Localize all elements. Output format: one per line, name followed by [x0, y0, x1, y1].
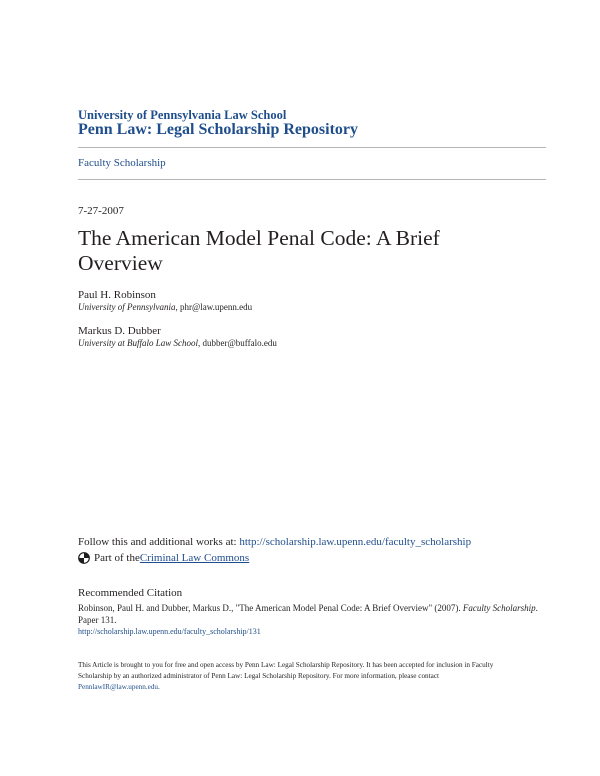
- collection-divider: [78, 179, 546, 180]
- collection-link[interactable]: Faculty Scholarship: [78, 157, 166, 169]
- citation-body: Robinson, Paul H. and Dubber, Markus D., "The American Model Penal Code: A Brief Overview" (2007).: [78, 603, 463, 613]
- citation-url[interactable]: http://scholarship.law.upenn.edu/faculty_scholarship/131: [78, 627, 261, 636]
- part-of-line: [78, 552, 249, 564]
- citation-suffix: . Paper 131.: [78, 603, 538, 625]
- citation-text: [78, 603, 548, 626]
- author-name: Markus D. Dubber: [78, 325, 161, 337]
- author-affiliation: University at Buffalo Law School: [78, 338, 198, 348]
- repository-name[interactable]: Penn Law: Legal Scholarship Repository: [78, 121, 359, 138]
- publication-date: 7-27-2007: [78, 205, 124, 217]
- author-email[interactable]: , phr@law.upenn.edu: [175, 302, 253, 312]
- author-affiliation-line: [78, 338, 548, 348]
- footer-period: .: [158, 683, 160, 691]
- contact-email-link[interactable]: PennlawIR@law.upenn.edu: [78, 683, 159, 691]
- header-divider: [78, 147, 546, 148]
- author-name: Paul H. Robinson: [78, 289, 156, 301]
- author-block: [78, 289, 548, 312]
- footer-line-2: Scholarship by an authorized administrator of Penn Law: Legal Scholarship Repository. For more information, please contact: [78, 672, 440, 680]
- institution-name[interactable]: University of Pennsylvania Law School: [78, 108, 287, 122]
- author-email[interactable]: , dubber@buffalo.edu: [198, 338, 277, 348]
- article-title-line-1: The American Model Penal Code: A Brief: [78, 226, 440, 250]
- footer-notice: [78, 660, 548, 693]
- footer-line-1: This Article is brought to you for free and open access by Penn Law: Legal Scholarship Repository. It has been accepted for inclusion in Faculty: [78, 661, 494, 669]
- criminal-law-commons-link[interactable]: Criminal Law Commons: [139, 552, 250, 564]
- citation-series: Faculty Scholarship: [462, 603, 536, 613]
- faculty-scholarship-url[interactable]: http://scholarship.law.upenn.edu/faculty_scholarship: [239, 536, 472, 548]
- article-title-line-2: Overview: [78, 251, 163, 275]
- author-block: [78, 325, 548, 348]
- citation-heading: Recommended Citation: [78, 587, 183, 599]
- follow-line: [78, 536, 471, 548]
- article-title: [78, 226, 548, 276]
- author-affiliation: University of Pennsylvania: [78, 302, 176, 312]
- follow-label: Follow this and additional works at:: [78, 536, 240, 548]
- part-of-prefix: Part of the: [94, 552, 140, 564]
- commons-network-icon: [78, 552, 90, 564]
- author-affiliation-line: [78, 302, 548, 312]
- footer-line-3: [78, 682, 548, 693]
